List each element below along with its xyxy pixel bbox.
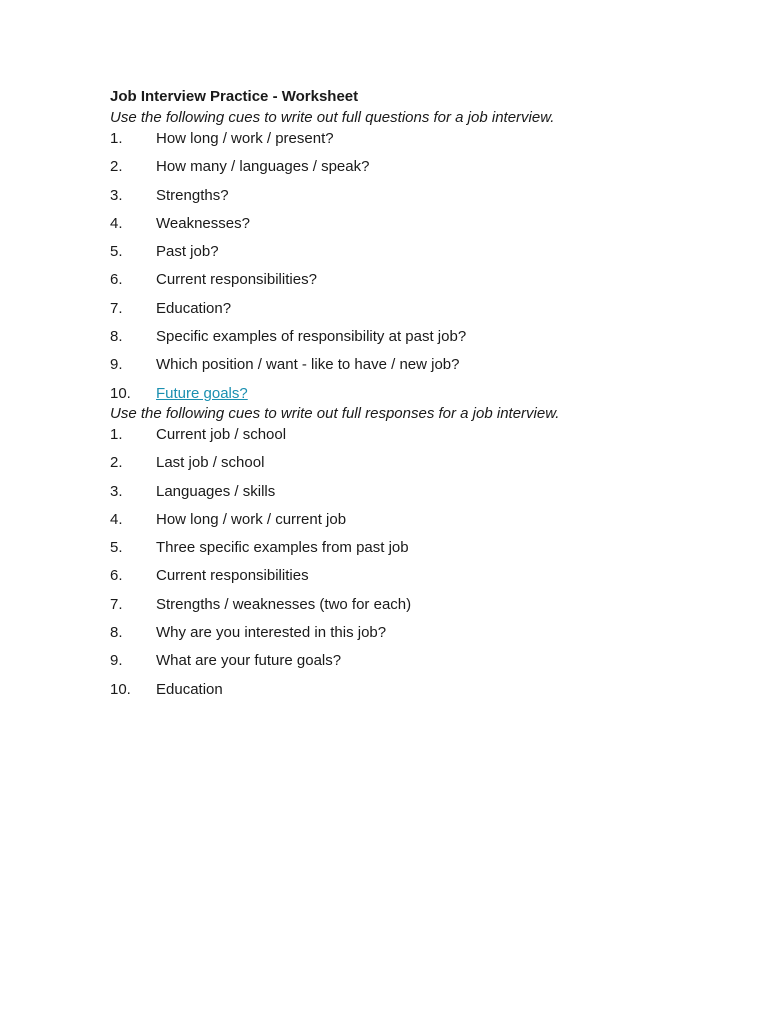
- item-number: 2.: [110, 158, 123, 176]
- item-number: 5.: [110, 243, 123, 261]
- item-link[interactable]: Future goals?: [156, 384, 248, 402]
- item-number: 1.: [110, 426, 123, 443]
- item-text: What are your future goals?: [156, 652, 342, 670]
- item-text: How long / work / present?: [156, 130, 334, 147]
- item-text: Languages / skills: [156, 482, 276, 500]
- item-text: How long / work / current job: [156, 510, 347, 528]
- item-text: Current responsibilities?: [156, 271, 317, 289]
- item-number: 7.: [110, 595, 123, 613]
- item-text: Specific examples of responsibility at past job?: [156, 328, 467, 346]
- item-text: Education: [156, 680, 223, 698]
- item-number: 9.: [110, 652, 123, 670]
- item-number: 5.: [110, 539, 123, 557]
- item-text: Which position / want - like to have / new job?: [156, 356, 460, 374]
- item-number: 1.: [110, 130, 123, 147]
- item-number: 9.: [110, 356, 123, 374]
- item-text: Strengths / weaknesses (two for each): [156, 595, 412, 613]
- item-number: 8.: [110, 624, 123, 642]
- item-text: Why are you interested in this job?: [156, 624, 387, 642]
- item-number: 10.: [110, 680, 131, 698]
- item-number: 6.: [110, 271, 123, 289]
- item-number: 3.: [110, 186, 123, 204]
- item-number: 8.: [110, 328, 123, 346]
- item-number: 4.: [110, 510, 123, 528]
- item-text: Past job?: [156, 243, 219, 261]
- page-title: Job Interview Practice - Worksheet: [110, 88, 359, 105]
- item-text: Current responsibilities: [156, 567, 309, 585]
- item-number: 7.: [110, 299, 123, 317]
- item-number: 6.: [110, 567, 123, 585]
- item-text: Three specific examples from past job: [156, 539, 409, 557]
- item-number: 3.: [110, 482, 123, 500]
- item-text: Current job / school: [156, 426, 287, 443]
- item-number: 10.: [110, 384, 131, 402]
- section2-instruction: Use the following cues to write out full responses for a job interview.: [110, 405, 560, 422]
- item-text: Strengths?: [156, 186, 229, 204]
- item-text: Education?: [156, 299, 232, 317]
- section1-instruction: Use the following cues to write out full questions for a job interview.: [110, 109, 555, 126]
- item-text: Weaknesses?: [156, 214, 250, 232]
- item-text: Last job / school: [156, 454, 265, 472]
- item-text: How many / languages / speak?: [156, 158, 370, 176]
- item-number: 2.: [110, 454, 123, 472]
- item-number: 4.: [110, 214, 123, 232]
